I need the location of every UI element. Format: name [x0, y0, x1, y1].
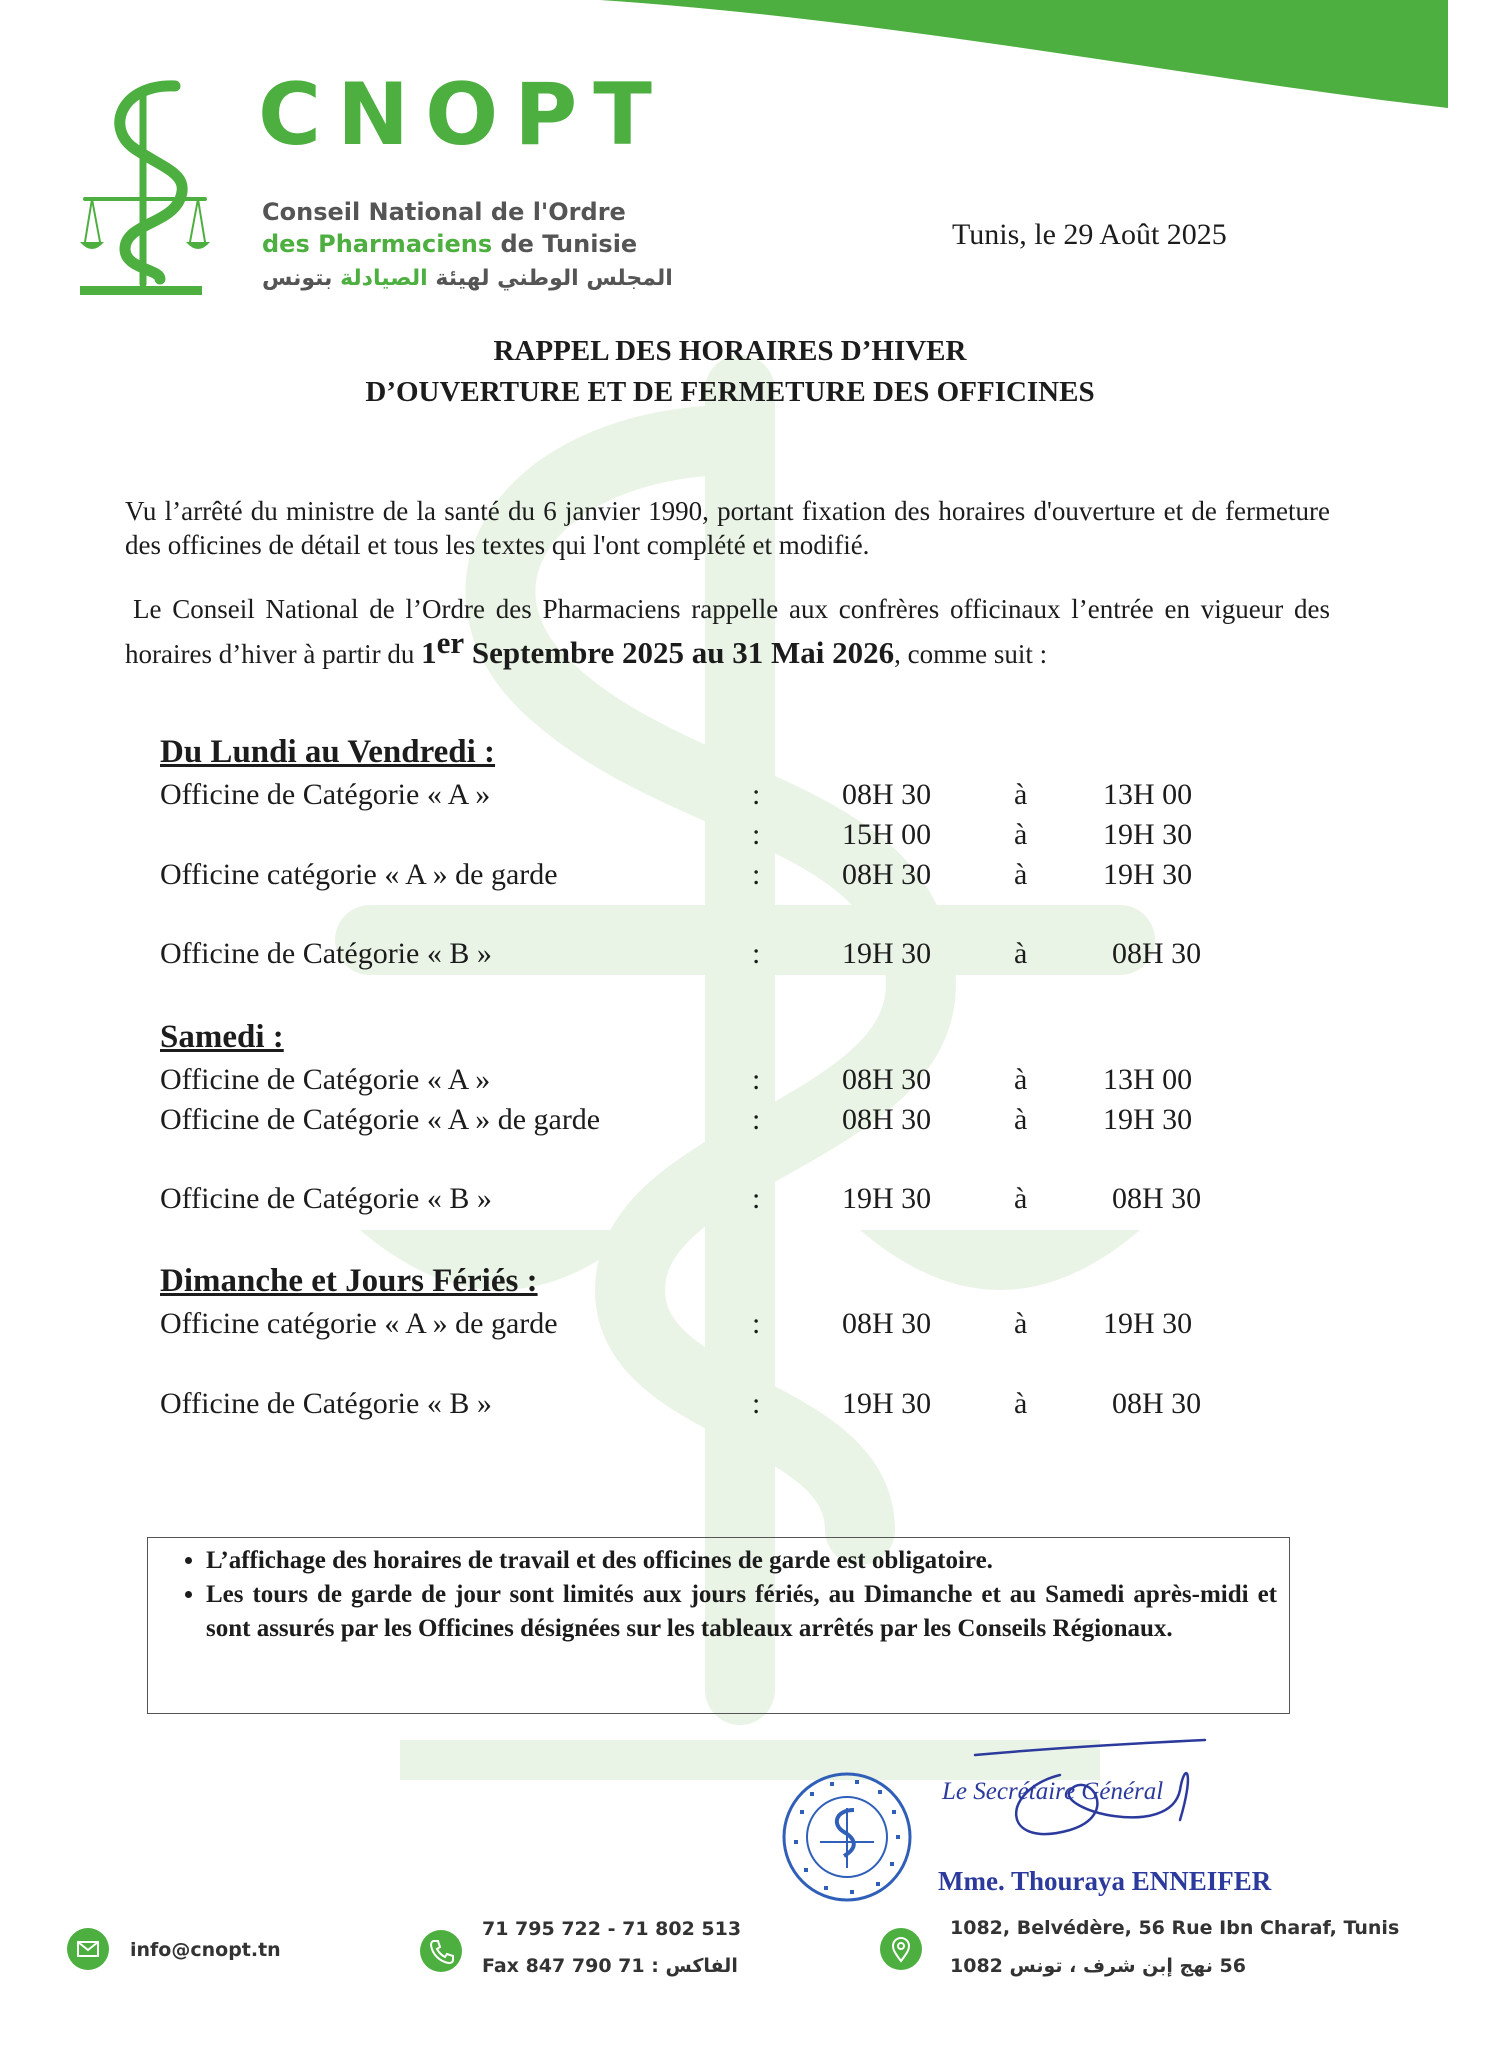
fax-arabic: الفاكس [665, 1955, 738, 1977]
footer-address-ar: 56 نهج إبن شرف ، تونس 1082 [950, 1955, 1246, 1977]
row-a: à [1014, 1387, 1028, 1420]
row-a: à [1014, 937, 1028, 970]
title-line1: RAPPEL DES HORAIRES D’HIVER [493, 335, 967, 367]
row-to: 13H 00 [1103, 778, 1193, 811]
row-label: Officine de Catégorie « A » de garde [160, 1103, 601, 1136]
row-a: à [1014, 778, 1028, 811]
row-to: 19H 30 [1103, 858, 1193, 891]
heading-weekdays: Du Lundi au Vendredi : [160, 734, 496, 770]
row-a: à [1014, 818, 1028, 851]
row-label: Officine de Catégorie « A » [160, 778, 491, 811]
org-name-line2-green: des Pharmaciens [262, 230, 493, 258]
row-from: 19H 30 [842, 1387, 932, 1420]
row-label: Officine de Catégorie « A » [160, 1063, 491, 1096]
row-to: 08H 30 [1112, 1182, 1202, 1215]
heading-saturday: Samedi : [160, 1019, 284, 1055]
row-from: 19H 30 [842, 1182, 932, 1215]
row-colon: : [752, 1063, 761, 1096]
footer-phones: 71 795 722 - 71 802 513 [482, 1918, 742, 1940]
location-pin-icon [880, 1928, 922, 1970]
row-from: 08H 30 [842, 1307, 932, 1340]
row-a: à [1014, 1182, 1028, 1215]
row-label: Officine de Catégorie « B » [160, 1387, 492, 1420]
fax-number: : 71 790 847 [525, 1955, 659, 1977]
cnopt-logo-icon [80, 74, 210, 299]
row-from: 19H 30 [842, 937, 932, 970]
row-from: 08H 30 [842, 778, 932, 811]
row-to: 19H 30 [1103, 818, 1193, 851]
org-arabic-green: الصيادلة [340, 266, 428, 291]
row-to: 08H 30 [1112, 1387, 1202, 1420]
title-line2: D’OUVERTURE ET DE FERMETURE DES OFFICINES [365, 376, 1095, 408]
row-colon: : [752, 1182, 761, 1215]
org-name-line2-dark: de Tunisie [500, 230, 638, 258]
intro-p2-start: Le Conseil National de l’Ordre des Pharmaciens rappelle aux confrères officinaux l’entrée en vigueur des horaires d’hiver à partir du [125, 594, 1330, 669]
intro-p2-date-1: 1 [421, 635, 437, 670]
row-label: Officine catégorie « A » de garde [160, 1307, 558, 1340]
intro-paragraph-2 [125, 592, 1330, 671]
intro-paragraph-1: Vu l’arrêté du ministre de la santé du 6 janvier 1990, portant fixation des horaires d'ouverture et de fermeture des officines de détail et tous les textes qui l'ont complété et modifié. [125, 496, 1330, 560]
row-from: 15H 00 [842, 818, 932, 851]
row-to: 19H 30 [1103, 1307, 1193, 1340]
row-colon: : [752, 1103, 761, 1136]
org-name-line1: Conseil National de l'Ordre [262, 198, 626, 226]
signatory-name: Mme. Thouraya ENNEIFER [938, 1866, 1272, 1896]
row-colon: : [752, 818, 761, 851]
heading-sunday: Dimanche et Jours Fériés : [160, 1263, 538, 1299]
notes-box [147, 1537, 1290, 1714]
row-colon: : [752, 937, 761, 970]
document-date: Tunis, le 29 Août 2025 [952, 218, 1227, 251]
row-from: 08H 30 [842, 1103, 932, 1136]
row-to: 08H 30 [1112, 937, 1202, 970]
brand-name: CNOPT [258, 65, 668, 165]
row-a: à [1014, 858, 1028, 891]
intro-p2-end: , comme suit : [894, 639, 1048, 669]
phone-icon [420, 1930, 462, 1972]
note-item: • L’affichage des horaires de travail et des officines de garde est obligatoire. [206, 1544, 1277, 1578]
org-arabic-end: بتونس [262, 266, 333, 291]
official-stamp-icon [780, 1770, 915, 1905]
row-a: à [1014, 1063, 1028, 1096]
fax-label: Fax [482, 1955, 519, 1977]
footer-fax [482, 1955, 738, 1977]
org-name-line2 [262, 230, 637, 258]
row-from: 08H 30 [842, 858, 932, 891]
org-arabic-dark: المجلس الوطني لهيئة [435, 266, 673, 291]
row-colon: : [752, 858, 761, 891]
row-colon: : [752, 1387, 761, 1420]
notes-list [148, 1544, 1277, 1646]
row-label: Officine de Catégorie « B » [160, 937, 492, 970]
note-item: • Les tours de garde de jour sont limités aux jours fériés, au Dimanche et au Samedi après-midi et sont assurés par les Officines désignées sur les tableaux arrêtés par les Conseils Régionaux. [206, 1578, 1277, 1646]
row-a: à [1014, 1103, 1028, 1136]
row-label: Officine catégorie « A » de garde [160, 858, 558, 891]
row-colon: : [752, 778, 761, 811]
row-a: à [1014, 1307, 1028, 1340]
row-to: 19H 30 [1103, 1103, 1193, 1136]
row-label: Officine de Catégorie « B » [160, 1182, 492, 1215]
footer-address-fr: 1082, Belvédère, 56 Rue Ibn Charaf, Tunis [950, 1917, 1400, 1939]
intro-p2-sup: er [436, 625, 465, 660]
header-green-band [0, 0, 1506, 110]
row-to: 13H 00 [1103, 1063, 1193, 1096]
footer-email[interactable]: info@cnopt.tn [130, 1939, 281, 1961]
intro-p2-date-2: Septembre 2025 au 31 Mai 2026 [464, 635, 895, 670]
org-name-arabic [262, 266, 673, 291]
row-colon: : [752, 1307, 761, 1340]
row-from: 08H 30 [842, 1063, 932, 1096]
mail-icon [67, 1928, 109, 1970]
signatory-title: Le Secrétaire Général [942, 1778, 1164, 1805]
